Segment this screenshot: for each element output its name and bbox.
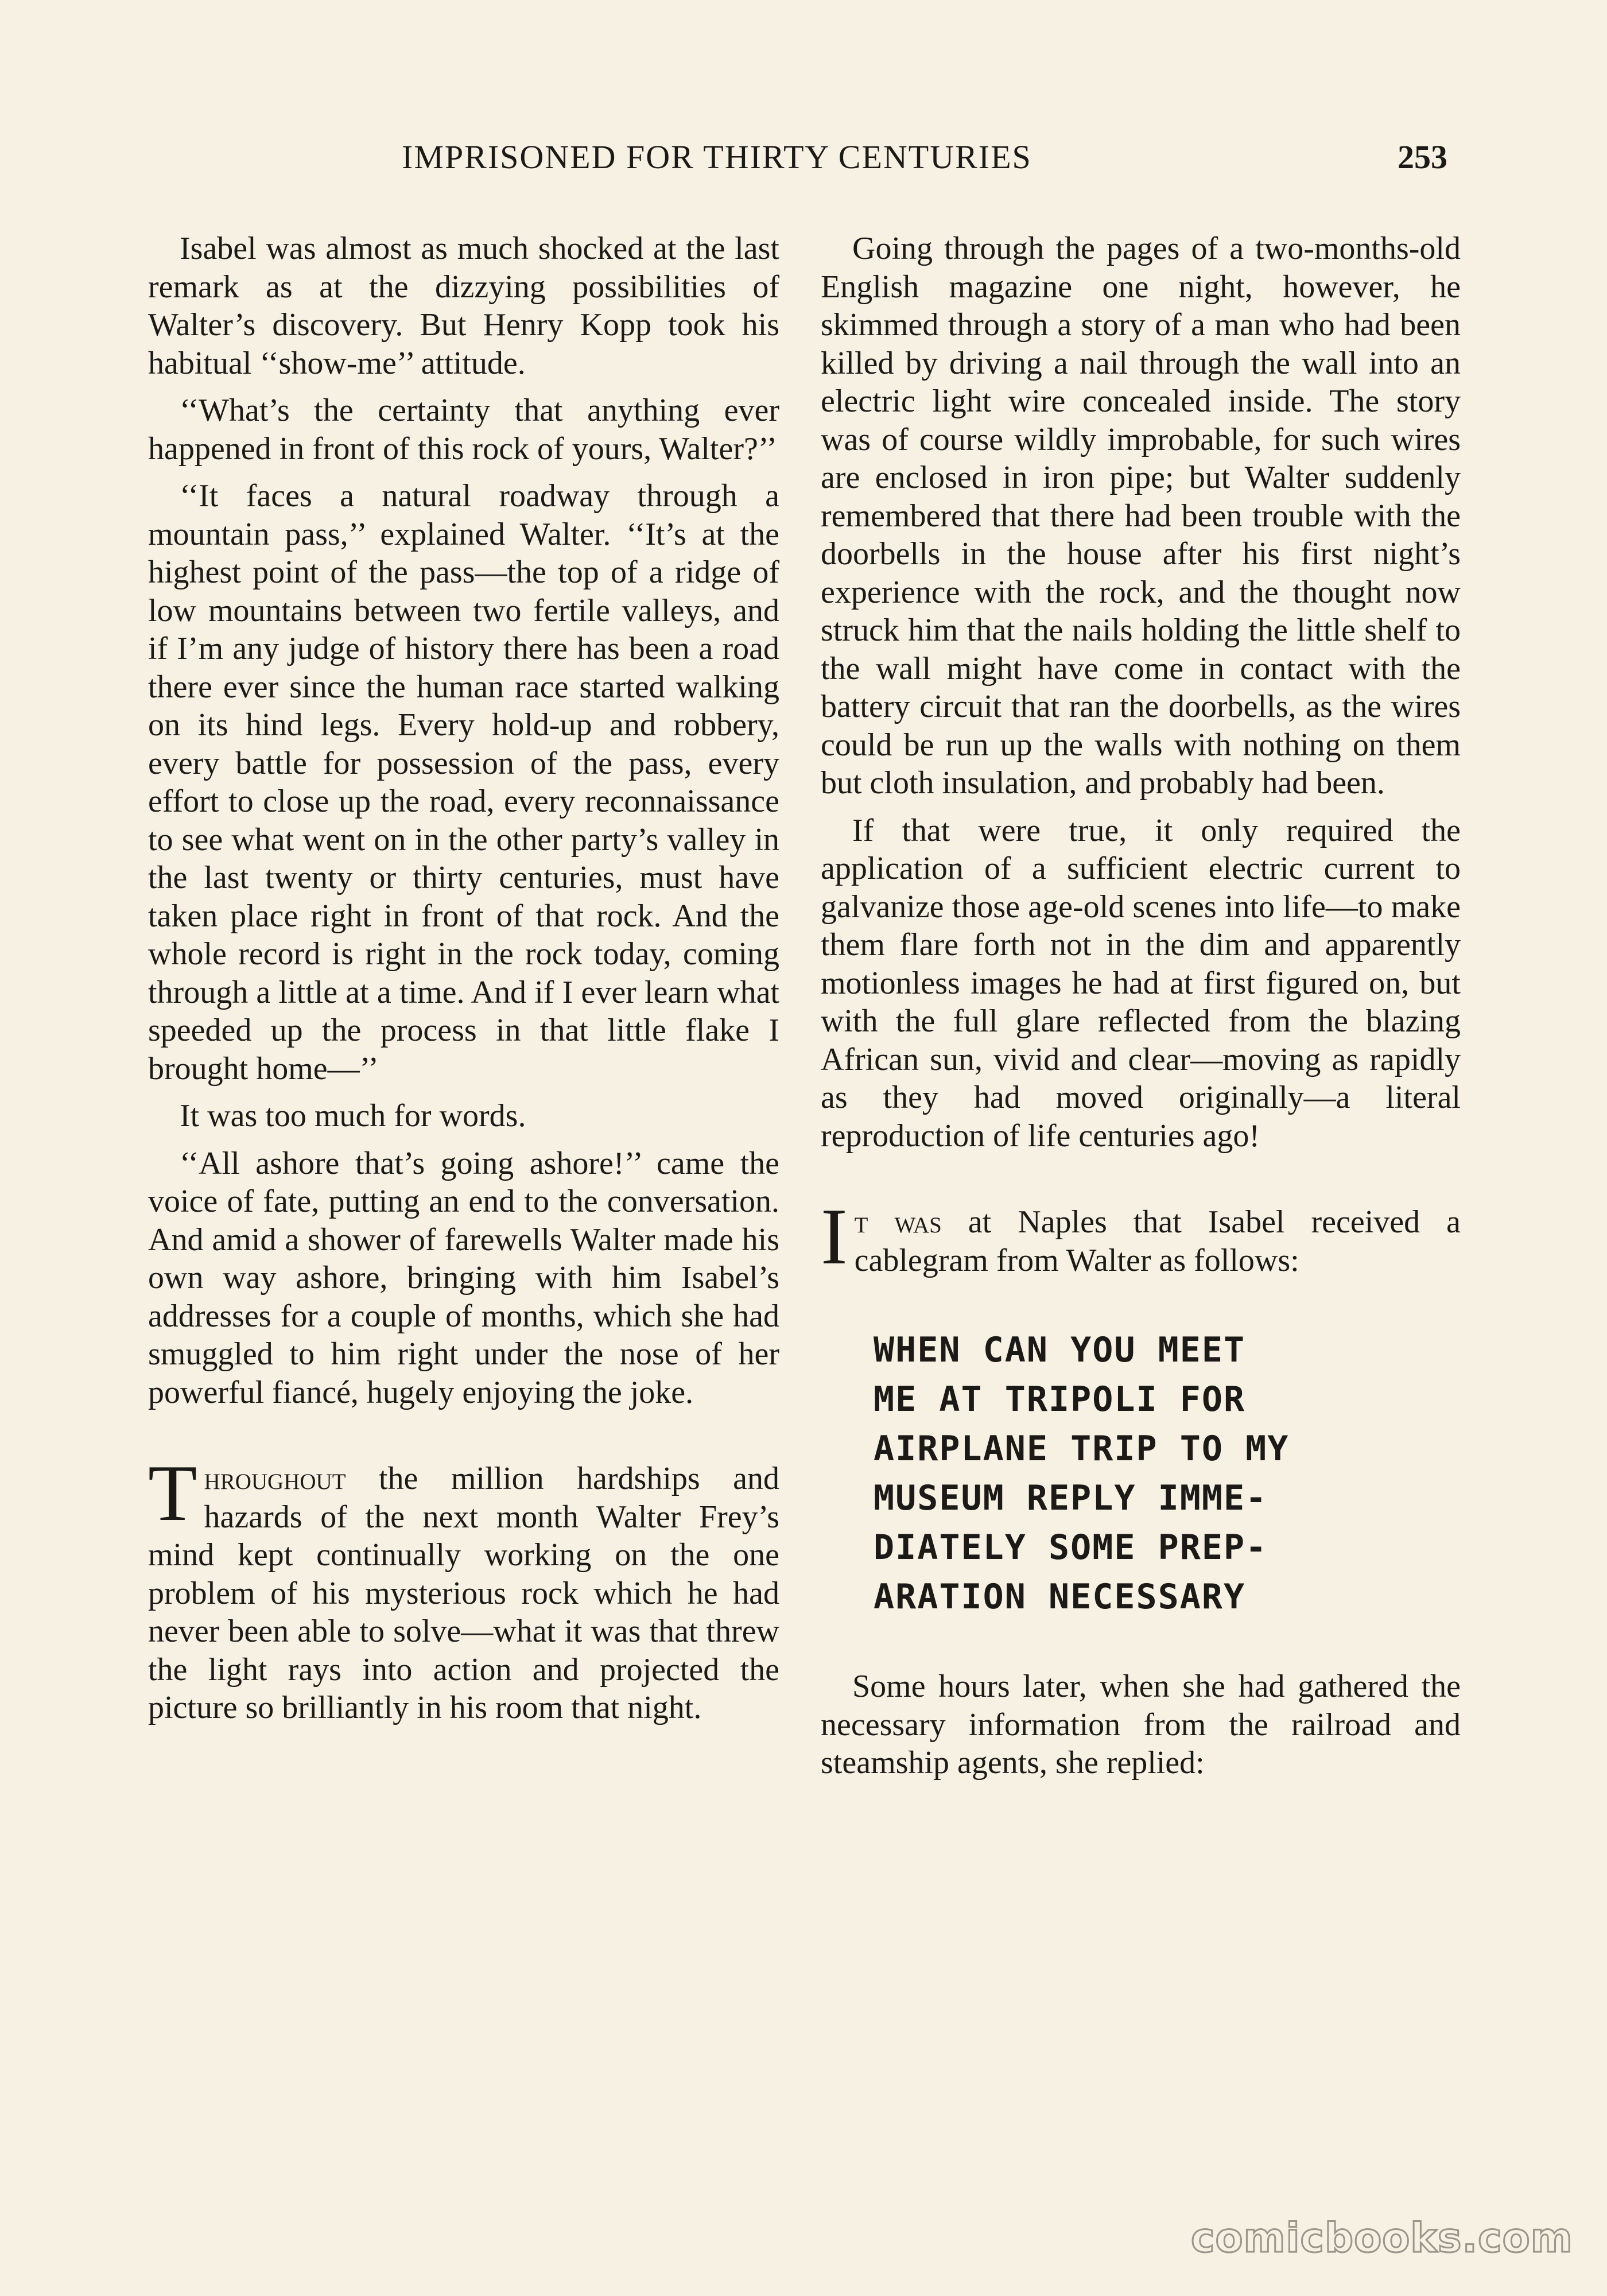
paragraph: Going through the pages of a two-months-old English magazine one night, however, he skimmed through a story of a man who had been killed by driving a nail through the wall into an electric light wire concealed inside. The story was of course wildly improbable, for such wires are enclosed in iron pipe; but Walter suddenly remembered that there had been trouble with the doorbells in the house after his first night’s experience with the rock, and the thought now struck him that the nails holding the little shelf to the wall might have come in contact with the battery circuit that ran the doorbells, as the wires could be run up the walls with nothing on them but cloth insulation, and probably had been. [821,231,1461,801]
running-title: IMPRISONED FOR THIRTY CENTURIES [402,138,1032,176]
right-column [821,230,1461,1791]
paragraph: If that were true, it only required the application of a sufficient electric current to galvanize those age-old scenes into life—to make them flare forth not in the dim and apparently motionless images he had at first figured on, but with the full glare reflected from the blazing African sun, vivid and clear—moving as rapidly as they had moved originally—a literal reproduction of life centuries ago! [821,812,1461,1154]
small-caps-lead: hroughout [204,1461,346,1496]
small-caps-lead: t was [854,1204,942,1240]
cablegram-line: MUSEUM REPLY IMME- [874,1478,1268,1518]
cablegram-line: ARATION NECESSARY [874,1577,1246,1617]
paragraph-text: the million hardships and hazards of the next month Walter Frey’s mind kept continually working on the one problem of his mysterious rock which he had never been able to solve—what it was that threw the light rays into action and projected the picture so brilliantly in his room that night. [148,1461,779,1725]
drop-cap: T [148,1449,197,1538]
cablegram-line: WHEN CAN YOU MEET [874,1330,1246,1370]
cablegram [874,1325,1424,1622]
paragraph: ‘‘It faces a natural roadway through a mountain pass,’’ explained Walter. ‘‘It’s at the highest point of the pass—the top of a ridge of low mountains between two fertile valleys, and if I’m any judge of history there has been a road there ever since the human race started walking on its hind legs. Every hold-up and robbery, every battle for possession of the pass, every effort to close up the road, every reconnaissance to see what went on in the other party’s valley in the last twenty or thirty centuries, must have taken place right in front of that rock. And the whole record is right in the rock today, coming through a little at a time. And if I ever learn what speeded up the process in that little flake I brought home—’’ [148,478,779,1087]
paragraph: Isabel was almost as much shocked at the last remark as at the dizzying possibilities of Walter’s discovery. But Henry Kopp took his habitual ‘‘show-me’’ attitude. [148,231,779,381]
cablegram-line: DIATELY SOME PREP- [874,1527,1268,1568]
paragraph: ‘‘What’s the certainty that anything ever happened in front of this rock of yours, Walter?’’ [148,393,779,467]
section-paragraph [148,1449,779,1727]
drop-cap: I [821,1192,848,1281]
section-paragraph [821,1192,1461,1281]
paragraph: It was too much for words. [180,1098,526,1134]
paragraph: ‘‘All ashore that’s going ashore!’’ came the voice of fate, putting an end to the conversation. And amid a shower of farewells Walter made his own way ashore, bringing with him Isabel’s addresses for a couple of months, which she had smuggled to him right under the nose of her powerful fiancé, hugely enjoying the joke. [148,1145,779,1410]
left-column [148,230,779,1736]
cablegram-line: ME AT TRIPOLI FOR [874,1379,1246,1420]
paragraph-text: at Naples that Isabel received a cablegram from Walter as follows: [854,1204,1461,1278]
cablegram-line: AIRPLANE TRIP TO MY [874,1429,1290,1469]
paragraph: Some hours later, when she had gathered the necessary information from the railroad and steamship agents, she replied: [821,1669,1461,1781]
page-number: 253 [1398,138,1447,176]
watermark: comicbooks.com [1191,2214,1573,2262]
running-header [0,138,1607,189]
